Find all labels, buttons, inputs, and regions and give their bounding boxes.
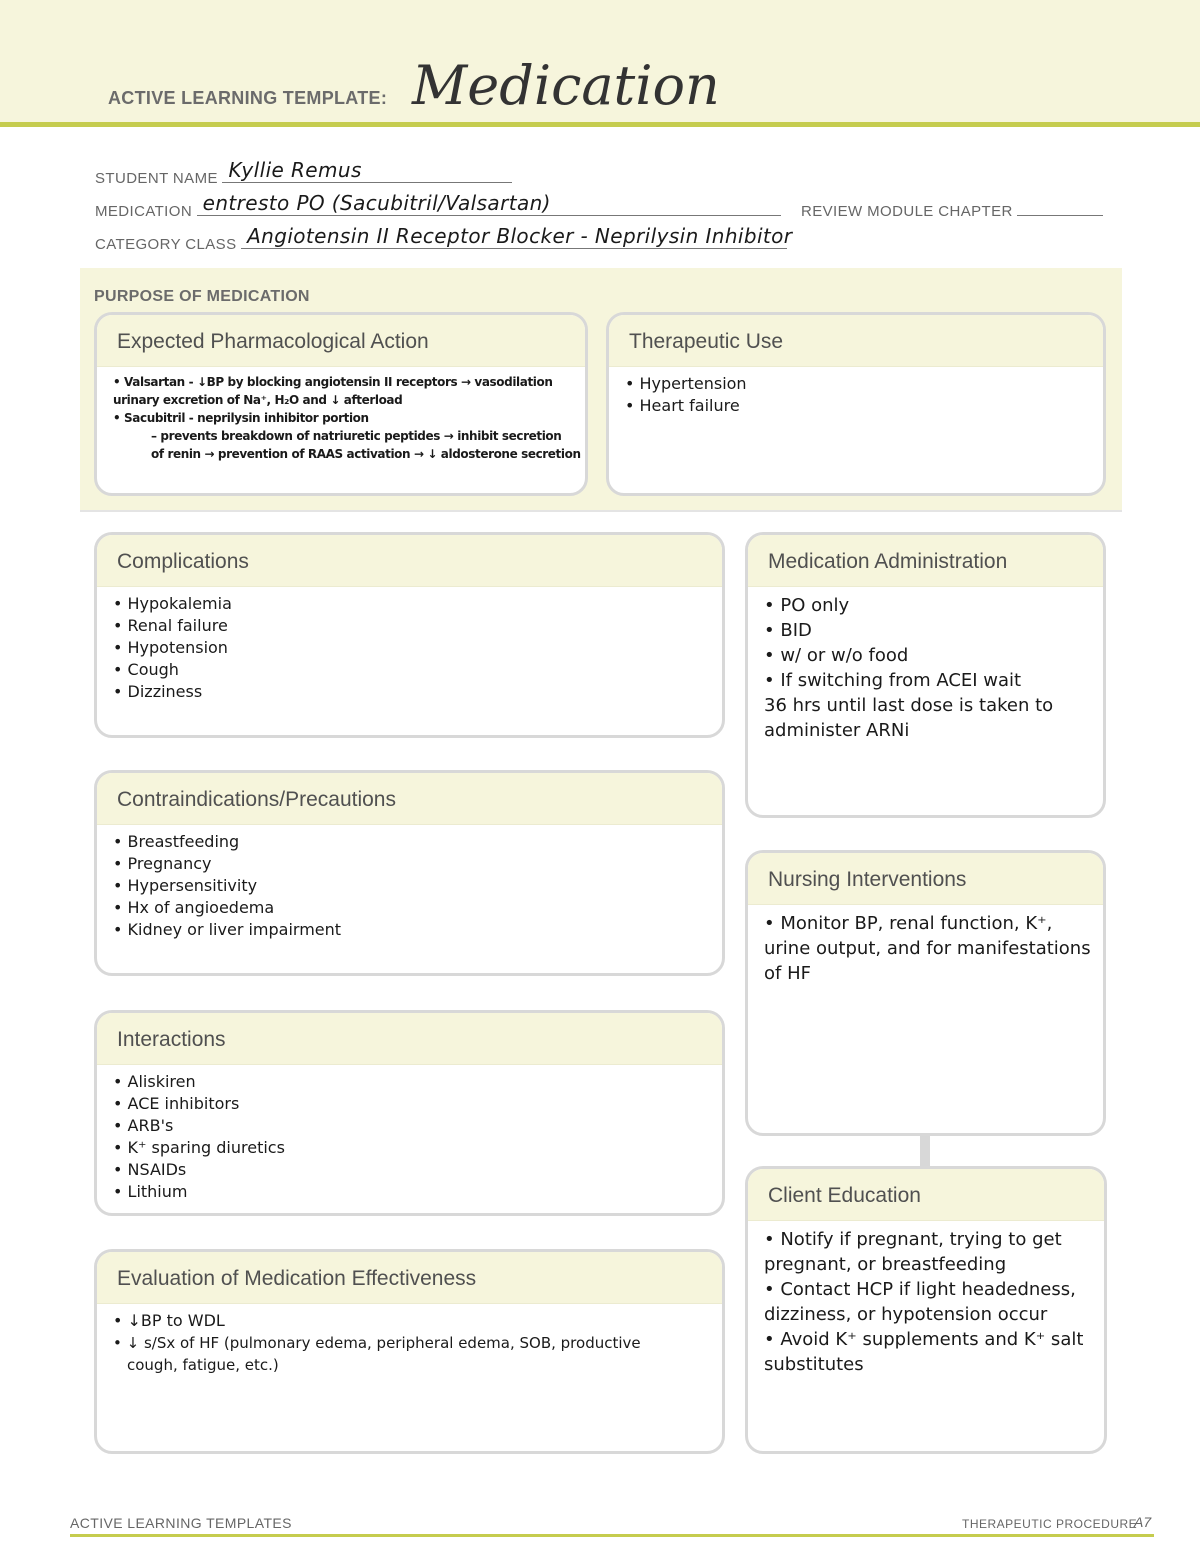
interactions-item: • K⁺ sparing diuretics — [113, 1138, 285, 1157]
interactions-item: • ACE inhibitors — [113, 1094, 240, 1113]
contraindications-title: Contraindications/Precautions — [97, 773, 722, 825]
complications-item: • Renal failure — [113, 616, 228, 635]
purpose-label: PURPOSE OF MEDICATION — [94, 288, 310, 305]
expected-action-line: – prevents breakdown of natriuretic peptides → inhibit secretion — [151, 429, 562, 443]
student-name-row — [95, 158, 512, 187]
complications-body[interactable] — [97, 587, 722, 703]
footer-left-label: ACTIVE LEARNING TEMPLATES — [70, 1515, 292, 1531]
administration-title: Medication Administration — [748, 535, 1103, 587]
interactions-item: • NSAIDs — [113, 1160, 187, 1179]
administration-item: • BID — [764, 620, 812, 641]
connector-bar — [920, 1136, 930, 1166]
contraindications-body[interactable] — [97, 825, 722, 941]
contraindications-item: • Hypersensitivity — [113, 876, 258, 895]
nursing-interventions-body[interactable] — [748, 905, 1103, 986]
expected-action-line: of renin → prevention of RAAS activation → ↓ aldosterone secretion — [151, 447, 581, 461]
category-value: Angiotensin II Receptor Blocker - Neprilysin Inhibitor — [247, 224, 793, 248]
contraindications-item: • Breastfeeding — [113, 832, 240, 851]
complications-item: • Cough — [113, 660, 179, 679]
therapeutic-use-card — [606, 312, 1106, 496]
complications-item: • Hypotension — [113, 638, 228, 657]
client-education-body[interactable] — [748, 1221, 1104, 1377]
nursing-interventions-item: of HF — [764, 963, 811, 984]
nursing-interventions-item: urine output, and for manifestations — [764, 938, 1091, 959]
evaluation-title: Evaluation of Medication Effectiveness — [97, 1252, 722, 1304]
footer-page-number: A7 — [1134, 1514, 1152, 1530]
therapeutic-use-item: • Heart failure — [625, 396, 740, 415]
complications-item: • Hypokalemia — [113, 594, 232, 613]
client-education-item: pregnant, or breastfeeding — [764, 1254, 1007, 1275]
medication-row — [95, 191, 781, 220]
footer-rule — [70, 1534, 1154, 1537]
therapeutic-use-title: Therapeutic Use — [609, 315, 1103, 367]
therapeutic-use-body[interactable] — [609, 367, 1103, 417]
nursing-interventions-title: Nursing Interventions — [748, 853, 1103, 905]
evaluation-card — [94, 1249, 725, 1454]
expected-action-title: Expected Pharmacological Action — [97, 315, 585, 367]
nursing-interventions-item: • Monitor BP, renal function, K⁺, — [764, 913, 1053, 934]
therapeutic-use-item: • Hypertension — [625, 374, 747, 393]
medication-value: entresto PO (Sacubitril/Valsartan) — [202, 191, 551, 215]
expected-action-line: urinary excretion of Na⁺, H₂O and ↓ afterload — [113, 393, 403, 407]
evaluation-item: • ↓ s/Sx of HF (pulmonary edema, peripheral edema, SOB, productive — [113, 1334, 641, 1352]
review-chapter-field[interactable] — [1017, 198, 1103, 216]
administration-item: administer ARNi — [764, 720, 910, 741]
nursing-interventions-card — [745, 850, 1106, 1136]
header-rule — [0, 122, 1200, 127]
contraindications-card — [94, 770, 725, 976]
administration-body[interactable] — [748, 587, 1103, 743]
student-name-field[interactable] — [222, 158, 512, 183]
medication-label: MEDICATION — [95, 203, 193, 220]
student-name-value: Kyllie Remus — [228, 158, 362, 182]
template-label: ACTIVE LEARNING TEMPLATE: — [108, 88, 388, 108]
client-education-item: substitutes — [764, 1354, 864, 1375]
client-education-card — [745, 1166, 1107, 1454]
category-label: CATEGORY CLASS — [95, 236, 237, 253]
administration-item: • If switching from ACEI wait — [764, 670, 1022, 691]
client-education-item: dizziness, or hypotension occur — [764, 1304, 1048, 1325]
client-education-item: • Contact HCP if light headedness, — [764, 1279, 1076, 1300]
student-name-label: STUDENT NAME — [95, 170, 218, 187]
expected-action-line: • Sacubitril - neprilysin inhibitor portion — [113, 411, 369, 425]
review-chapter-row — [801, 198, 1103, 220]
complications-title: Complications — [97, 535, 722, 587]
contraindications-item: • Hx of angioedema — [113, 898, 275, 917]
contraindications-item: • Pregnancy — [113, 854, 212, 873]
client-education-item: • Avoid K⁺ supplements and K⁺ salt — [764, 1329, 1084, 1350]
footer-right-label: THERAPEUTIC PROCEDURE — [962, 1517, 1138, 1531]
evaluation-body[interactable] — [97, 1304, 722, 1376]
client-education-item: • Notify if pregnant, trying to get — [764, 1229, 1062, 1250]
client-education-title: Client Education — [748, 1169, 1104, 1221]
administration-item: 36 hrs until last dose is taken to — [764, 695, 1054, 716]
expected-action-card — [94, 312, 588, 496]
review-chapter-label: REVIEW MODULE CHAPTER — [801, 203, 1013, 220]
medication-field[interactable] — [197, 191, 781, 216]
complications-item: • Dizziness — [113, 682, 203, 701]
interactions-card — [94, 1010, 725, 1216]
administration-item: • w/ or w/o food — [764, 645, 909, 666]
category-row — [95, 224, 793, 253]
category-field[interactable] — [241, 224, 793, 249]
page-title: Medication — [412, 54, 720, 117]
contraindications-item: • Kidney or liver impairment — [113, 920, 342, 939]
interactions-item: • ARB's — [113, 1116, 174, 1135]
evaluation-item: • ↓BP to WDL — [113, 1311, 225, 1330]
interactions-title: Interactions — [97, 1013, 722, 1065]
interactions-body[interactable] — [97, 1065, 722, 1203]
expected-action-line: • Valsartan - ↓BP by blocking angiotensin II receptors → vasodilation — [113, 375, 553, 389]
interactions-item: • Lithium — [113, 1182, 188, 1201]
interactions-item: • Aliskiren — [113, 1072, 196, 1091]
administration-item: • PO only — [764, 595, 850, 616]
evaluation-item: cough, fatigue, etc.) — [127, 1356, 279, 1374]
expected-action-body[interactable] — [97, 367, 585, 463]
complications-card — [94, 532, 725, 738]
administration-card — [745, 532, 1106, 818]
